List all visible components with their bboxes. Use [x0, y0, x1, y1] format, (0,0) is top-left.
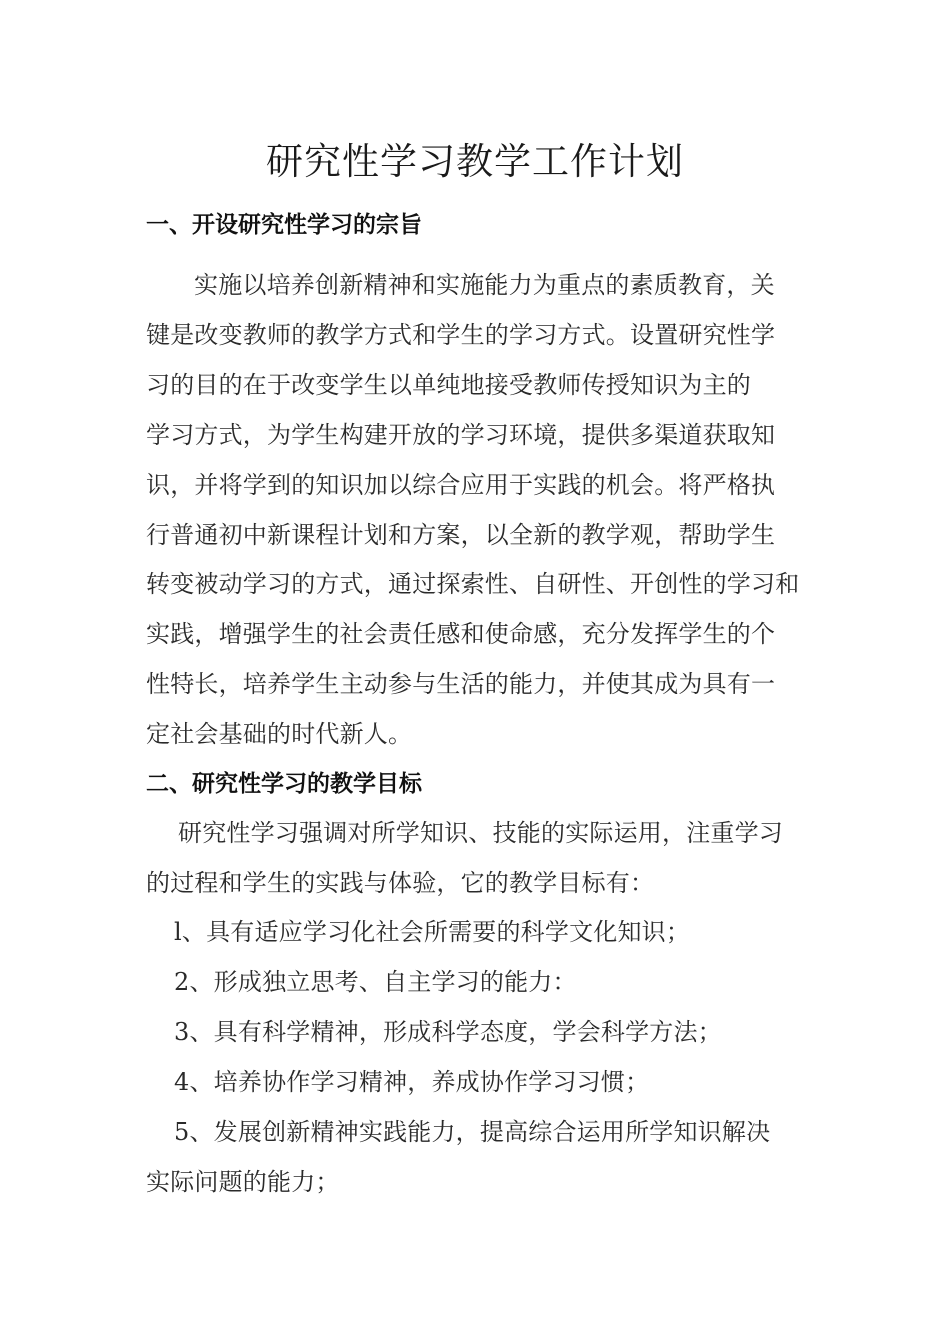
document-title: 研究性学习教学工作计划 — [266, 140, 684, 183]
goal-list-item-continuation: 实际问题的能力； — [146, 1168, 340, 1196]
goal-list-item: 3、具有科学精神，形成科学态度，学会科学方法； — [174, 1018, 722, 1046]
paragraph-line: 定社会基础的时代新人。 — [146, 720, 413, 748]
paragraph-line: 实践，增强学生的社会责任感和使命感，充分发挥学生的个 — [146, 620, 776, 648]
section-heading-purpose: 一、开设研究性学习的宗旨 — [146, 212, 422, 238]
goal-list-item: 2、形成独立思考、自主学习的能力： — [174, 968, 577, 996]
paragraph-line: 行普通初中新课程计划和方案，以全新的教学观，帮助学生 — [146, 521, 776, 549]
paragraph-line: 识，并将学到的知识加以综合应用于实践的机会。将严格执 — [146, 471, 776, 499]
goal-list-item: 5、发展创新精神实践能力，提高综合运用所学知识解决 — [174, 1118, 771, 1146]
paragraph-line: 学习方式，为学生构建开放的学习环境，提供多渠道获取知 — [146, 421, 776, 449]
goal-list-item: 4、培养协作学习精神，养成协作学习习惯； — [174, 1068, 650, 1096]
paragraph-line: 习的目的在于改变学生以单纯地接受教师传授知识为主的 — [146, 371, 751, 399]
paragraph-line: 键是改变教师的教学方式和学生的学习方式。设置研究性学 — [146, 321, 776, 349]
paragraph-line: 性特长，培养学生主动参与生活的能力，并使其成为具有一 — [146, 670, 776, 698]
goal-list-item: l、具有适应学习化社会所需要的科学文化知识； — [174, 918, 691, 946]
paragraph-line: 的过程和学生的实践与体验，它的教学目标有： — [146, 869, 655, 897]
section-heading-goals: 二、研究性学习的教学目标 — [146, 771, 422, 797]
paragraph-line: 实施以培养创新精神和实施能力为重点的素质教育，关 — [194, 271, 775, 299]
paragraph-line: 转变被动学习的方式，通过探索性、自研性、开创性的学习和 — [146, 570, 800, 598]
paragraph-line: 研究性学习强调对所学知识、技能的实际运用，注重学习 — [178, 819, 783, 847]
